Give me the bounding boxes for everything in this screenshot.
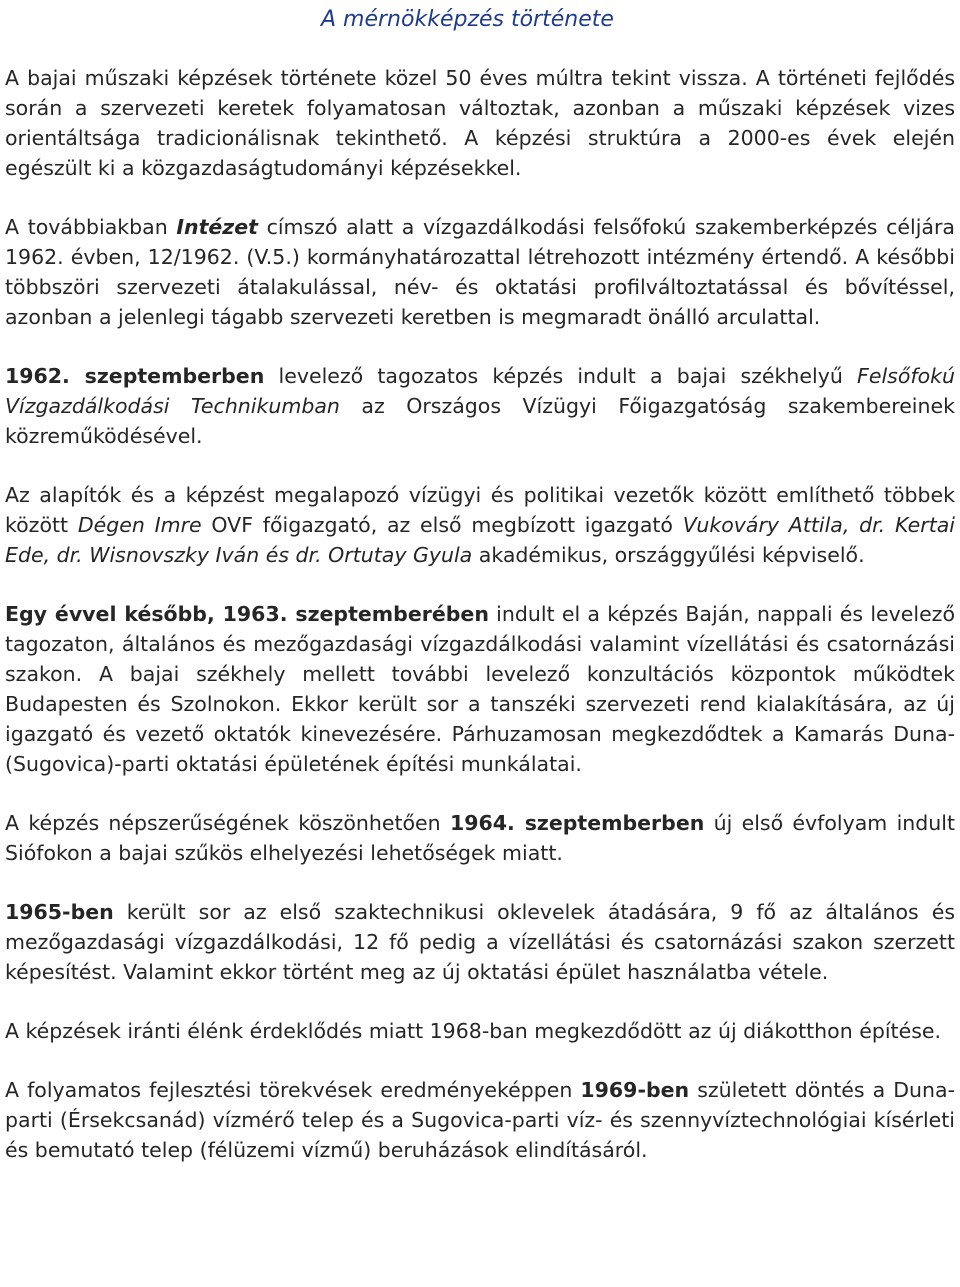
text-segment: új első évfolyam indult Siófokon a bajai szűkös elhelyezési lehetőségek miatt. — [5, 811, 955, 865]
paragraph-institute — [5, 212, 955, 332]
text-segment: az Országos Vízügyi Főigazgatóság szakembereinek közreműködésével. — [5, 394, 955, 448]
school-name: Felsőfokú Vízgazdálkodási Technikumban — [5, 364, 955, 418]
text-segment: A továbbiakban — [5, 215, 177, 239]
paragraph-text: A képzések iránti élénk érdeklődés miatt 1968-ban megkezdődött az új diákotthon építése. — [5, 1019, 942, 1043]
paragraph-1962 — [5, 361, 955, 451]
date-1969: 1969-ben — [580, 1078, 690, 1102]
paragraph-intro — [5, 63, 955, 183]
paragraph-1964 — [5, 808, 955, 868]
emphasis-intezet: Intézet — [176, 215, 258, 239]
document-page — [5, 0, 955, 1165]
paragraph-founders — [5, 480, 955, 570]
text-segment: levelező tagozatos képzés indult a bajai székhelyű — [264, 364, 858, 388]
text-segment: akadémikus, országgyűlési képviselő. — [472, 543, 865, 567]
text-segment: A folyamatos fejlesztési törekvések eredményeképpen — [5, 1078, 581, 1102]
date-1964: 1964. szeptemberben — [449, 811, 705, 835]
text-segment: született döntés a Duna-parti (Érsekcsanád) vízmérő telep és a Sugovica-parti víz- és szennyvíztechnológiai kísérleti és bemutató telep (félüzemi vízmű) beruházások elindításáról. — [5, 1078, 955, 1162]
text-segment: címszó alatt a vízgazdálkodási felsőfokú szakemberképzés céljára 1962. évben, 12/1962. (V.5.) kormányhatározattal létrehozott intézmény értendő. A későbbi többszöri szervezeti átalakulással, név- és oktatási profilváltoztatással és bővítéssel, azonban a jelenlegi tágabb szervezeti keretben is megmaradt önálló arculattal. — [5, 215, 955, 329]
date-1962: 1962. szeptemberben — [5, 364, 265, 388]
page-title: A mérnökképzés története — [321, 7, 614, 32]
text-segment: indult el a képzés Baján, nappali és levelező tagozaton, általános és mezőgazdasági vízgazdálkodási valamint vízellátási és csatornázási szakon. A bajai székhely mellett további levelező konzultációs központok működtek Budapesten és Szolnokon. Ekkor került sor a tanszéki szervezeti rend kialakítására, az új igazgató és vezető oktatók kinevezésére. Párhuzamosan megkezdődtek a Kamarás Duna- (Sugovica)-parti oktatási épületének építési munkálatai. — [5, 602, 955, 776]
paragraph-1969 — [5, 1075, 955, 1165]
text-segment: A képzés népszerűségének köszönhetően — [5, 811, 450, 835]
name-degen: Dégen Imre — [77, 513, 202, 537]
date-1965: 1965-ben — [5, 900, 114, 924]
paragraph-1968 — [5, 1016, 955, 1046]
text-segment: Az alapítók és a képzést megalapozó vízügyi és politikai vezetők között említhető többek között — [5, 483, 955, 537]
date-1963: Egy évvel később, 1963. szeptemberében — [5, 602, 489, 626]
text-segment: került sor az első szaktechnikusi oklevelek átadására, 9 fő az általános és mezőgazdasági vízgazdálkodási, 12 fő pedig a vízellátási és csatornázási szakon szerzett képesítést. Valamint ekkor történt meg az új oktatási épület használatba vétele. — [5, 900, 955, 984]
paragraph-1963 — [5, 599, 955, 779]
paragraph-text: A bajai műszaki képzések története közel 50 éves múltra tekint vissza. A történeti fejlődés során a szervezeti keretek folyamatosan változtak, azonban a műszaki képzések vizes orientáltsága tradicionálisnak tekinthető. A képzési struktúra a 2000-es évek elején egészült ki a közgazdaságtudományi képzésekkel. — [5, 66, 955, 180]
paragraph-1965 — [5, 897, 955, 987]
names-founders: Vukováry Attila, dr. Kertai Ede, dr. Wisnovszky Iván és dr. Ortutay Gyula — [5, 513, 955, 567]
text-segment: OVF főigazgató, az első megbízott igazgató — [201, 513, 683, 537]
